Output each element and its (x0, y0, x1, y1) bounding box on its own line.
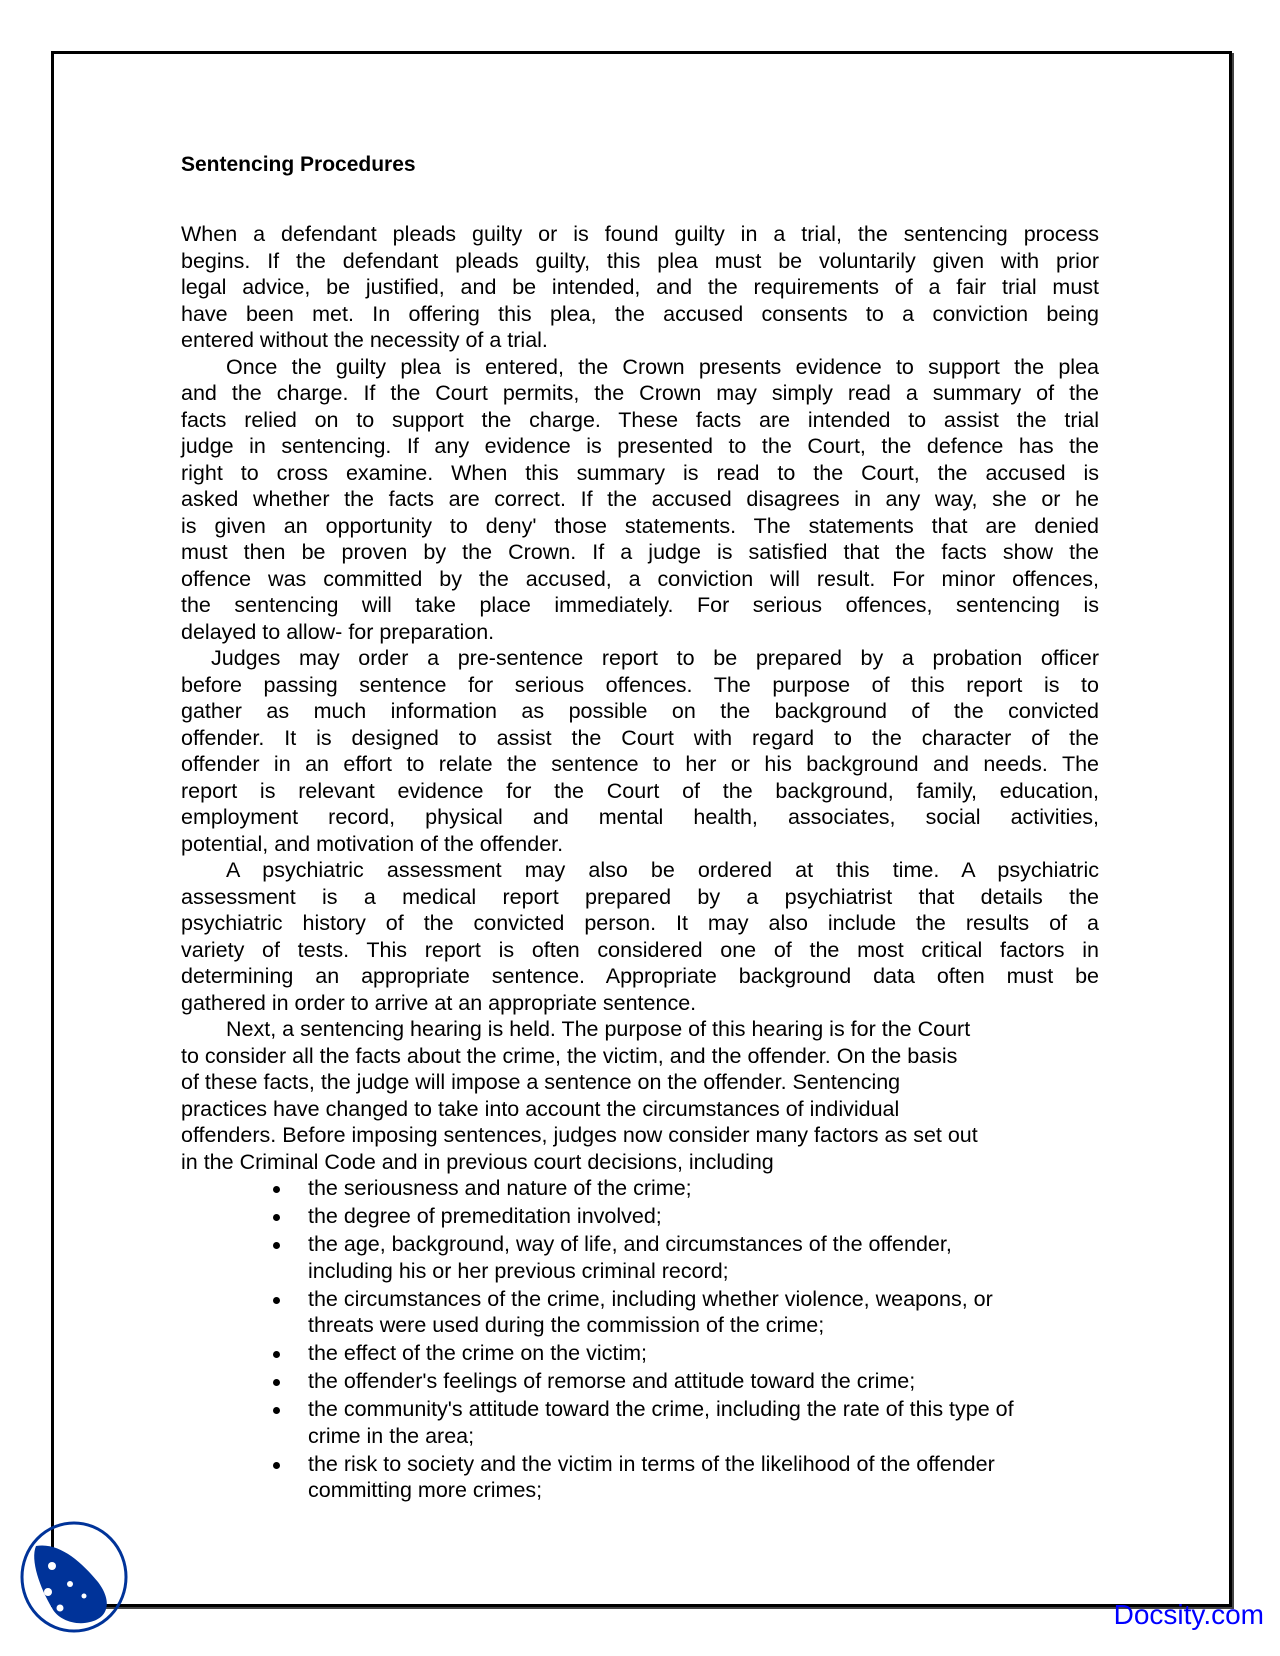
list-item-line: crime in the area; (308, 1423, 475, 1448)
bullet-icon (273, 1462, 280, 1469)
docsity-logo-icon (18, 1520, 134, 1634)
paragraph-line: and the charge. If the Court permits, the Crown may simply read a summary of the (181, 381, 1099, 405)
paragraph-line: offenders. Before imposing sentences, judges now consider many factors as set out (181, 1123, 978, 1147)
paragraph-line: delayed to allow- for preparation. (181, 619, 495, 644)
paragraph-line: to consider all the facts about the crime, the victim, and the offender. On the basis (181, 1043, 958, 1068)
paragraph-line: must then be proven by the Crown. If a judge is satisfied that the facts show the (181, 540, 1099, 564)
bullet-icon (273, 1242, 280, 1249)
paragraph-line: gather as much information as possible on the background of the convicted (181, 699, 1099, 723)
paragraph-line: entered without the necessity of a trial. (181, 328, 548, 352)
list-item (181, 1340, 1099, 1367)
list-item-line: the effect of the crime on the victim; (308, 1341, 647, 1365)
paragraph-line: Once the guilty plea is entered, the Crown presents evidence to support the plea (226, 354, 1099, 379)
paragraph-line: When a defendant pleads guilty or is found guilty in a trial, the sentencing process (181, 222, 1099, 246)
paragraph-line: offence was committed by the accused, a conviction will result. For minor offences, (181, 566, 1099, 591)
paragraph-line: of these facts, the judge will impose a sentence on the offender. Sentencing (181, 1070, 901, 1094)
document-title: Sentencing Procedures (181, 153, 416, 176)
paragraph (181, 221, 1099, 354)
list-item-line: threats were used during the commission of the crime; (308, 1313, 825, 1337)
paragraph-line: gathered in order to arrive at an appropriate sentence. (181, 990, 697, 1015)
paragraph-line: right to cross examine. When this summary is read to the Court, the accused is (181, 460, 1099, 485)
paragraph-line: practices have changed to take into account the circumstances of individual (181, 1096, 900, 1121)
bullet-icon (273, 1379, 280, 1386)
paragraph-line: begins. If the defendant pleads guilty, this plea must be voluntarily given with prior (181, 248, 1099, 273)
bullet-icon (273, 1407, 280, 1414)
paragraph (181, 645, 1099, 857)
list-item-line: the circumstances of the crime, including whether violence, weapons, or (308, 1286, 993, 1311)
paragraph-line: assessment is a medical report prepared by a psychiatrist that details the (181, 884, 1099, 909)
list-item (181, 1368, 1099, 1395)
document-body (181, 221, 1099, 1505)
bullet-icon (273, 1214, 280, 1221)
bullet-icon (273, 1186, 280, 1193)
paragraph-line: Judges may order a pre-sentence report to be prepared by a probation officer (211, 646, 1099, 670)
paragraph-line: variety of tests. This report is often considered one of the most critical factors in (181, 937, 1099, 962)
paragraph-line: determining an appropriate sentence. Appropriate background data often must be (181, 964, 1099, 988)
paragraph-line: have been met. In offering this plea, the accused consents to a conviction being (181, 301, 1099, 326)
paragraph (181, 1016, 1099, 1175)
bullet-icon (273, 1297, 280, 1304)
paragraph-line: A psychiatric assessment may also be ordered at this time. A psychiatric (226, 858, 1099, 882)
list-item-line: committing more crimes; (308, 1478, 543, 1502)
list-item-line: the risk to society and the victim in terms of the likelihood of the offender (308, 1451, 995, 1476)
list-item (181, 1451, 1099, 1504)
factor-list (181, 1175, 1099, 1504)
paragraph-line: facts relied on to support the charge. These facts are intended to assist the trial (181, 407, 1099, 432)
paragraph-line: psychiatric history of the convicted person. It may also include the results of a (181, 911, 1099, 935)
list-item-line: the degree of premeditation involved; (308, 1204, 662, 1228)
paragraph-line: employment record, physical and mental health, associates, social activities, (181, 805, 1099, 829)
list-item (181, 1203, 1099, 1230)
paragraph-line: potential, and motivation of the offender. (181, 831, 564, 856)
list-item (181, 1231, 1099, 1284)
list-item-line: including his or her previous criminal record; (308, 1258, 729, 1283)
list-item-line: the age, background, way of life, and circumstances of the offender, (308, 1232, 952, 1256)
paragraph-line: the sentencing will take place immediately. For serious offences, sentencing is (181, 593, 1099, 617)
paragraph-line: before passing sentence for serious offences. The purpose of this report is to (181, 672, 1099, 697)
paragraph-line: asked whether the facts are correct. If the accused disagrees in any way, she or he (181, 487, 1099, 511)
paragraph-line: legal advice, be justified, and be intended, and the requirements of a fair trial must (181, 275, 1099, 299)
paragraph-line: in the Criminal Code and in previous court decisions, including (181, 1149, 774, 1174)
list-item-line: the community's attitude toward the crime, including the rate of this type of (308, 1397, 1014, 1421)
paragraph-line: Next, a sentencing hearing is held. The purpose of this hearing is for the Court (226, 1017, 971, 1041)
bullet-icon (273, 1351, 280, 1358)
paragraph (181, 354, 1099, 646)
paragraph-line: report is relevant evidence for the Court of the background, family, education, (181, 778, 1099, 803)
paragraph-line: offender. It is designed to assist the Court with regard to the character of the (181, 725, 1099, 750)
list-item (181, 1286, 1099, 1339)
paragraph (181, 857, 1099, 1016)
paragraph-line: is given an opportunity to deny' those statements. The statements that are denied (181, 513, 1099, 538)
paragraph-line: judge in sentencing. If any evidence is presented to the Court, the defence has the (181, 434, 1099, 458)
list-item-line: the offender's feelings of remorse and attitude toward the crime; (308, 1369, 916, 1393)
docsity-link[interactable]: Docsity.com (1113, 1599, 1264, 1630)
list-item (181, 1396, 1099, 1449)
list-item-line: the seriousness and nature of the crime; (308, 1176, 692, 1200)
list-item (181, 1175, 1099, 1202)
paragraph-line: offender in an effort to relate the sentence to her or his background and needs. The (181, 752, 1099, 776)
